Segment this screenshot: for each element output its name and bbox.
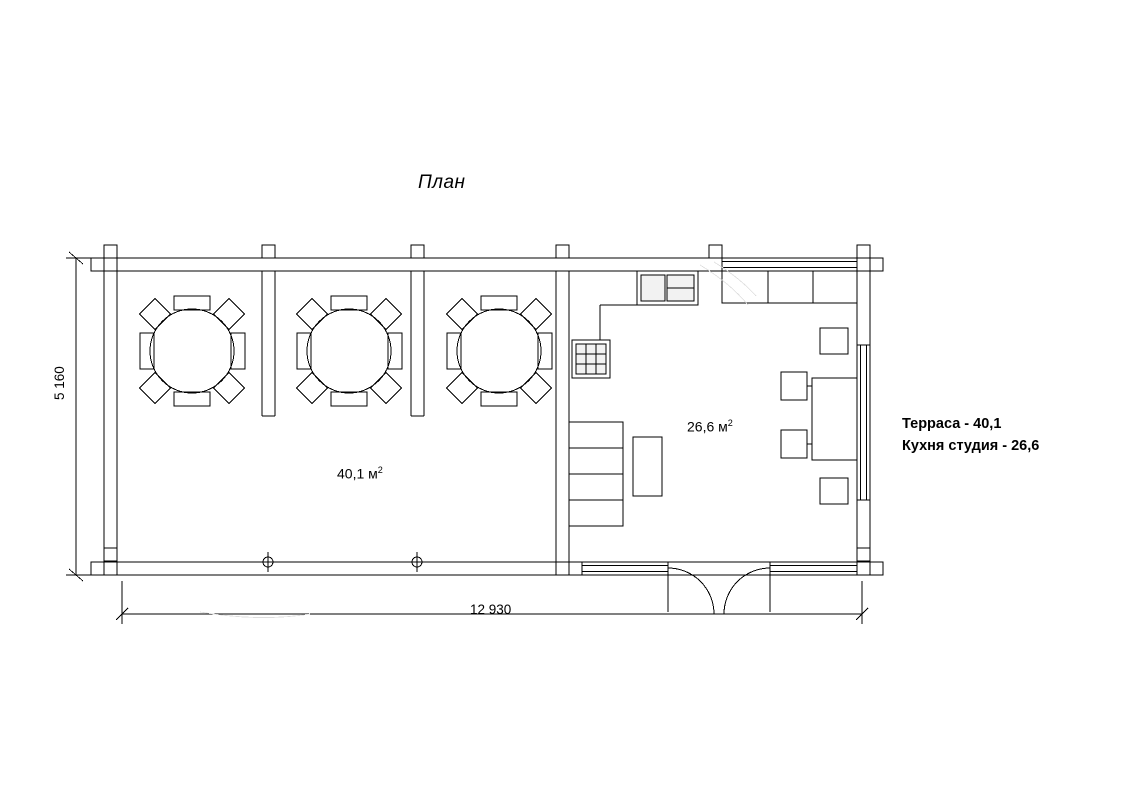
- terrace-furniture-group-2: [296, 296, 402, 406]
- exterior-walls: [104, 258, 870, 575]
- drawing-watermark: [200, 262, 756, 618]
- legend-item-terrace: Терраса - 40,1: [902, 416, 1002, 432]
- kitchen-counter-left: [600, 305, 637, 343]
- area-label-kitchen-sup: 2: [727, 418, 733, 428]
- kitchen-sofa: [569, 422, 662, 526]
- page-title: План: [418, 172, 466, 193]
- area-label-kitchen-value: 26,6 м: [687, 418, 728, 435]
- legend-item-kitchen: Кухня студия - 26,6: [902, 438, 1040, 454]
- area-label-kitchen: [687, 418, 733, 435]
- kitchen-sink-unit: [637, 271, 698, 305]
- dimension-lines: [66, 252, 868, 624]
- area-label-terrace: [337, 465, 383, 482]
- kitchen-stove: [572, 340, 610, 378]
- area-label-terrace-value: 40,1 м: [337, 465, 378, 482]
- interior-partitions: [262, 271, 569, 562]
- area-label-terrace-sup: 2: [377, 465, 383, 475]
- legend: [902, 413, 1039, 457]
- kitchen-dining-set: [781, 328, 857, 504]
- terrace-furniture-group-3: [446, 296, 552, 406]
- dimension-height-label: 5 160: [52, 366, 67, 400]
- terrace-furniture-group-1: [139, 296, 245, 406]
- dimension-width-label: 12 930: [470, 602, 512, 617]
